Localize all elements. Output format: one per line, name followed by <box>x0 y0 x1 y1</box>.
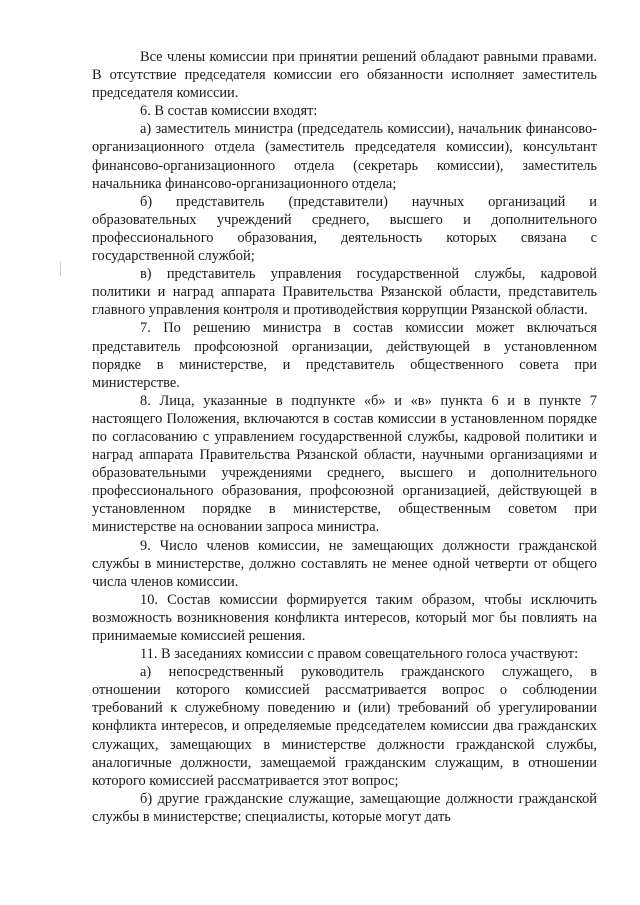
paragraph-item-6v: в) представитель управления государственной службы, кадровой политики и наград аппарата Правительства Рязанской области, представитель главного управления контроля и противодействия коррупции Рязанской области. <box>92 266 597 319</box>
paragraph-item-8: 8. Лица, указанные в подпункте «б» и «в» пункта 6 и в пункте 7 настоящего Положения, включаются в состав комиссии в установленном порядке по согласованию с управлением государственной службы, кадровой политики и наград аппарата Правительства Рязанской области, научными организациями и образовательными учреждениями среднего, высшего и дополнительного профессионального образования, профсоюзной организацией, действующей в установленном порядке в министерстве, общественным советом при министерстве на основании запроса министра. <box>92 392 597 536</box>
paragraph-item-10: 10. Состав комиссии формируется таким образом, чтобы исключить возможность возникновения конфликта интересов, который мог бы повлиять на принимаемые комиссией решения. <box>92 591 597 644</box>
paragraph-item-6a: а) заместитель министра (председатель комиссии), начальник финансово-организационного отдела (заместитель председателя комиссии), консультант финансово-организационного отдела (секретарь комиссии), заместитель начальника финансово-организационного отдела; <box>92 121 597 192</box>
paragraph-item-11: 11. В заседаниях комиссии с правом совещательного голоса участвуют: <box>140 646 579 663</box>
paragraph-item-11b: б) другие гражданские служащие, замещающие должности гражданской службы в министерстве; специалисты, которые могут дать <box>92 790 597 825</box>
paragraph-item-7: 7. По решению министра в состав комиссии может включаться представитель профсоюзной организации, действующей в установленном порядке в министерстве, и представитель общественного совета при министерстве. <box>92 320 597 391</box>
margin-mark <box>60 262 61 276</box>
paragraph-item-6: 6. В состав комиссии входят: <box>140 103 318 120</box>
paragraph-item-11a: а) непосредственный руководитель гражданского служащего, в отношении которого комиссией рассматривается вопрос о соблюдении требований к служебному поведению и (или) требований об урегулировании конфликта интересов, и определяемые председателем комиссии два гражданских служащих, замещающих в министерстве должности гражданской службы, аналогичные должности, замещаемой гражданским служащим, в отношении которого комиссией рассматривается этот вопрос; <box>92 664 597 789</box>
paragraph-item-6b: б) представитель (представители) научных организаций и образовательных учреждений среднего, высшего и дополнительного профессионального образования, деятельность которых связана с государственной службой; <box>92 193 597 265</box>
paragraph-intro: Все члены комиссии при принятии решений обладают равными правами. В отсутствие председателя комиссии его обязанности исполняет заместитель председателя комиссии. <box>92 49 597 102</box>
document-body <box>92 48 597 826</box>
paragraph-item-9: 9. Число членов комиссии, не замещающих должности гражданской службы в министерстве, должно составлять не менее одной четверти от общего числа членов комиссии. <box>92 537 597 590</box>
